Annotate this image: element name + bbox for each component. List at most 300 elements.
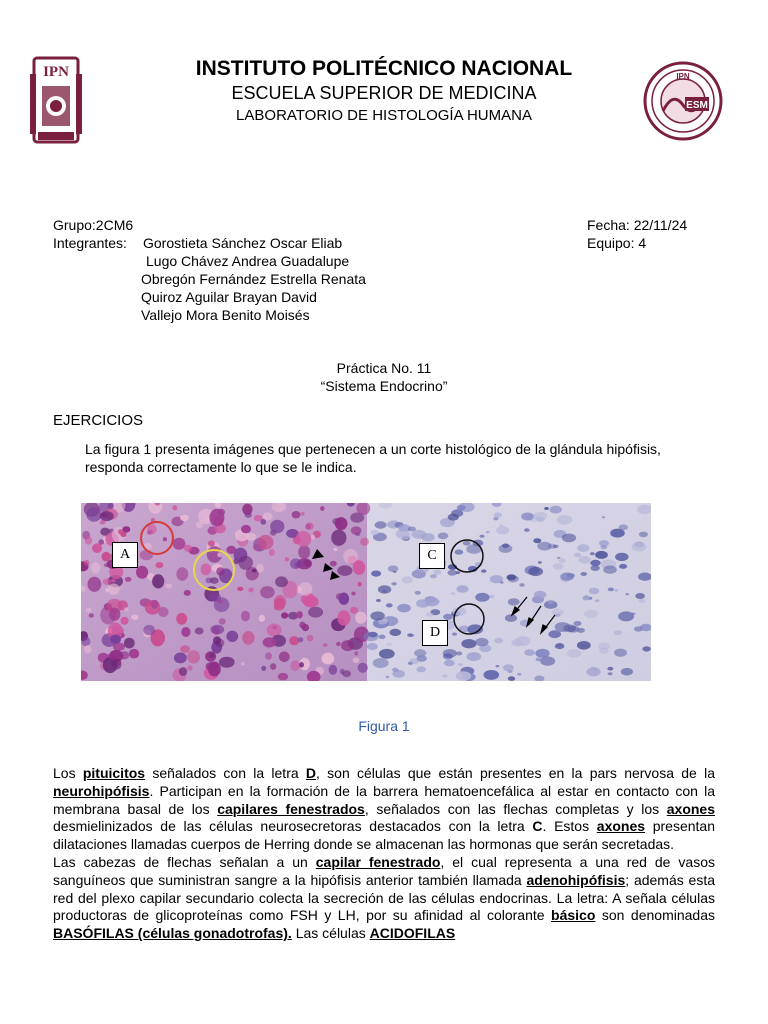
cell-mark bbox=[615, 553, 628, 561]
term-letter-c: C bbox=[532, 818, 543, 835]
cell-mark bbox=[608, 672, 613, 675]
cell-mark bbox=[358, 582, 362, 587]
cell-mark bbox=[456, 671, 472, 681]
cell-mark bbox=[503, 664, 514, 671]
cell-mark bbox=[336, 642, 341, 646]
cell-mark bbox=[248, 588, 253, 593]
term-adenohipofisis: adenohipófisis bbox=[526, 871, 626, 888]
cell-mark bbox=[92, 543, 102, 553]
cell-mark bbox=[548, 630, 561, 638]
cell-mark bbox=[86, 608, 92, 613]
p1-text-4: , son células que están presentes en la pars nervosa de la bbox=[316, 765, 715, 781]
cell-mark bbox=[642, 646, 650, 651]
cell-mark bbox=[557, 515, 573, 525]
cell-mark bbox=[289, 636, 299, 645]
cell-mark bbox=[540, 656, 555, 665]
cell-mark bbox=[375, 521, 387, 528]
figure-label-d: D bbox=[422, 620, 448, 646]
cell-mark bbox=[524, 528, 530, 532]
cell-mark bbox=[355, 612, 366, 624]
cell-mark bbox=[242, 504, 252, 515]
figure-caption: Figura 1 bbox=[358, 718, 410, 734]
esm-logo-top-text: IPN bbox=[676, 72, 690, 81]
cell-mark bbox=[341, 640, 354, 651]
term-neurohipofisis: neurohipófisis bbox=[53, 782, 150, 799]
cell-mark bbox=[618, 611, 634, 621]
cell-mark bbox=[217, 552, 222, 557]
cell-mark bbox=[181, 627, 190, 637]
cell-mark bbox=[241, 611, 250, 622]
cell-mark bbox=[538, 561, 542, 563]
cell-mark bbox=[351, 592, 355, 596]
cell-mark bbox=[602, 516, 605, 518]
p2-text-8: Las células bbox=[291, 925, 370, 942]
cell-mark bbox=[438, 533, 449, 540]
figure-label-c: C bbox=[419, 543, 445, 569]
cell-mark bbox=[354, 651, 358, 655]
cell-mark bbox=[298, 582, 312, 596]
cell-mark bbox=[260, 586, 275, 598]
cell-mark bbox=[174, 653, 187, 664]
cell-mark bbox=[442, 674, 447, 677]
cell-mark bbox=[467, 652, 482, 661]
cell-mark bbox=[408, 527, 416, 532]
cell-mark bbox=[88, 577, 102, 592]
cell-mark bbox=[550, 506, 562, 514]
cell-mark bbox=[475, 593, 489, 602]
cell-mark bbox=[176, 567, 188, 581]
term-letter-d: D bbox=[305, 765, 317, 781]
cell-mark bbox=[353, 560, 366, 575]
paragraph-1 bbox=[53, 765, 715, 854]
group-label: Grupo:2CM6 bbox=[53, 217, 134, 233]
cell-mark bbox=[239, 556, 253, 570]
cell-mark bbox=[371, 530, 379, 535]
histology-figure bbox=[81, 503, 651, 681]
cell-mark bbox=[84, 645, 92, 653]
cell-mark bbox=[337, 610, 350, 626]
figure-label-a: A bbox=[112, 542, 138, 568]
p1-text-14: presentan dilataciones llamadas cuerpos de Herring donde se almacenan las hormonas que serán secretadas. bbox=[53, 818, 715, 853]
cell-mark bbox=[639, 532, 648, 538]
cell-mark bbox=[300, 512, 304, 516]
cell-mark bbox=[582, 596, 590, 601]
cell-mark bbox=[213, 636, 221, 644]
cell-mark bbox=[342, 670, 351, 677]
cell-mark bbox=[263, 637, 276, 647]
cell-mark bbox=[298, 545, 310, 559]
term-capilares-fenestrados: capilares fenestrados bbox=[217, 800, 365, 817]
lab-title: LABORATORIO DE HISTOLOGÍA HUMANA bbox=[236, 107, 532, 124]
cell-mark bbox=[91, 562, 101, 573]
cell-mark bbox=[505, 614, 517, 622]
cell-mark bbox=[386, 676, 389, 678]
member-5: Vallejo Mora Benito Moisés bbox=[141, 307, 310, 323]
cell-mark bbox=[108, 584, 120, 595]
cell-mark bbox=[187, 650, 200, 663]
cell-mark bbox=[237, 587, 243, 591]
cell-mark bbox=[368, 632, 377, 638]
cell-mark bbox=[519, 583, 524, 586]
cell-mark bbox=[329, 665, 338, 675]
cell-mark bbox=[252, 569, 257, 573]
cell-mark bbox=[163, 537, 167, 541]
cell-mark bbox=[567, 649, 581, 658]
section-instruction: La figura 1 presenta imágenes que pertenecen a un corte histológico de la glándula hipófisis, responda correctamente lo que se le indica. bbox=[85, 441, 661, 475]
cell-mark bbox=[386, 643, 392, 646]
cell-mark bbox=[290, 660, 299, 671]
cell-mark bbox=[274, 598, 285, 611]
cell-mark bbox=[517, 673, 521, 676]
cell-mark bbox=[84, 560, 90, 566]
cell-mark bbox=[269, 549, 275, 556]
cell-mark bbox=[152, 574, 164, 588]
cell-mark bbox=[409, 658, 419, 664]
cell-mark bbox=[187, 666, 192, 671]
cell-mark bbox=[635, 593, 645, 599]
cell-mark bbox=[619, 564, 627, 569]
cell-mark bbox=[595, 551, 608, 559]
cell-mark bbox=[173, 505, 178, 510]
cell-mark bbox=[534, 591, 546, 599]
member-2: Lugo Chávez Andrea Guadalupe bbox=[146, 253, 350, 269]
p2-text-4: ; además esta red del plexo capilar secundario colecta la secreción de las células endocrinas. La letra: A señala células productoras de glicoproteínas como FSH y LH, por su afinidad al colorante bbox=[53, 871, 715, 924]
cell-mark bbox=[407, 633, 413, 637]
cell-mark bbox=[397, 604, 411, 613]
cell-mark bbox=[351, 526, 362, 535]
cell-mark bbox=[416, 666, 426, 672]
cell-mark bbox=[590, 552, 595, 555]
cell-mark bbox=[455, 549, 464, 554]
cell-mark bbox=[494, 512, 502, 517]
cell-mark bbox=[297, 611, 303, 618]
cell-mark bbox=[367, 643, 378, 650]
cell-mark bbox=[559, 559, 566, 564]
cell-mark bbox=[412, 530, 426, 539]
cell-mark bbox=[577, 544, 589, 552]
cell-mark bbox=[124, 607, 128, 611]
cell-mark bbox=[111, 579, 115, 582]
cell-mark bbox=[129, 649, 139, 659]
cell-mark bbox=[481, 569, 486, 572]
cell-mark bbox=[85, 536, 92, 545]
cell-mark bbox=[360, 538, 369, 546]
cell-mark bbox=[396, 530, 411, 540]
cell-mark bbox=[259, 615, 265, 622]
cell-mark bbox=[490, 575, 503, 583]
cell-mark bbox=[379, 635, 386, 639]
cell-mark bbox=[296, 531, 312, 547]
term-acidofilas: ACIDOFILAS bbox=[369, 925, 456, 942]
cell-mark bbox=[426, 612, 433, 616]
cell-mark bbox=[103, 579, 112, 585]
cell-mark bbox=[219, 657, 235, 668]
cell-mark bbox=[534, 512, 548, 521]
school-title: ESCUELA SUPERIOR DE MEDICINA bbox=[231, 83, 537, 103]
member-4: Quiroz Aguilar Brayan David bbox=[141, 289, 317, 305]
p2-text-6: son denominadas bbox=[595, 907, 715, 924]
member-1: Gorostieta Sánchez Oscar Eliab bbox=[143, 235, 343, 251]
cell-mark bbox=[173, 538, 186, 550]
cell-mark bbox=[290, 558, 302, 569]
cell-mark bbox=[544, 507, 549, 510]
cell-mark bbox=[402, 576, 413, 583]
cell-mark bbox=[358, 663, 368, 673]
cell-mark bbox=[81, 637, 90, 647]
cell-mark bbox=[574, 553, 581, 558]
esm-logo-text: ESM bbox=[686, 100, 708, 111]
cell-mark bbox=[371, 571, 381, 577]
cell-mark bbox=[184, 590, 191, 596]
cell-mark bbox=[598, 643, 610, 650]
cell-mark bbox=[507, 574, 517, 580]
cell-mark bbox=[458, 663, 463, 666]
cell-mark bbox=[562, 534, 576, 543]
cell-mark bbox=[265, 652, 272, 660]
cell-mark bbox=[216, 567, 224, 575]
cell-mark bbox=[370, 611, 385, 620]
cell-mark bbox=[473, 540, 484, 547]
cell-mark bbox=[261, 519, 267, 525]
cell-mark bbox=[555, 643, 565, 649]
cell-mark bbox=[109, 608, 120, 621]
cell-mark bbox=[196, 521, 203, 528]
cell-mark bbox=[270, 520, 284, 534]
cell-mark bbox=[475, 638, 488, 646]
cell-mark bbox=[547, 600, 554, 604]
cell-mark bbox=[496, 526, 509, 534]
term-basofilas: BASÓFILAS (células gonadotrofas). bbox=[53, 925, 292, 942]
cell-mark bbox=[528, 567, 543, 576]
cell-mark bbox=[320, 506, 324, 511]
cell-mark bbox=[638, 599, 645, 603]
cell-mark bbox=[499, 524, 502, 526]
p1-text-0: Los bbox=[53, 765, 83, 781]
institution-title: INSTITUTO POLITÉCNICO NACIONAL bbox=[195, 57, 573, 80]
cell-mark bbox=[292, 511, 301, 518]
histology-image bbox=[81, 503, 651, 681]
cell-mark bbox=[180, 515, 189, 521]
cell-mark bbox=[211, 625, 225, 635]
p1-text-6: . Participan en la formación de la barrera hematoencefálica al estar en contacto con la membrana basal de los bbox=[53, 782, 715, 817]
cell-mark bbox=[555, 613, 561, 617]
cell-mark bbox=[553, 563, 563, 570]
cell-mark bbox=[353, 658, 360, 663]
cell-mark bbox=[415, 591, 421, 595]
cell-mark bbox=[339, 593, 350, 605]
cell-mark bbox=[393, 571, 397, 573]
cell-mark bbox=[461, 639, 476, 648]
cell-mark bbox=[110, 635, 121, 644]
cell-mark bbox=[120, 617, 128, 625]
cell-mark bbox=[147, 524, 157, 534]
cell-mark bbox=[521, 513, 534, 521]
cell-mark bbox=[275, 576, 288, 587]
cell-mark bbox=[151, 600, 159, 609]
practice-number: Práctica No. 11 bbox=[336, 360, 432, 376]
cell-mark bbox=[331, 530, 346, 546]
p1-text-8: , señalados con las flechas completas y los bbox=[364, 800, 667, 817]
cell-mark bbox=[577, 641, 591, 650]
cell-mark bbox=[195, 627, 204, 634]
cell-mark bbox=[299, 622, 305, 629]
cell-mark bbox=[632, 542, 647, 551]
cell-mark bbox=[508, 676, 515, 681]
cell-mark bbox=[350, 607, 358, 614]
cell-mark bbox=[448, 514, 459, 521]
cell-mark bbox=[456, 585, 468, 593]
cell-mark bbox=[299, 662, 304, 668]
cell-mark bbox=[608, 588, 614, 592]
cell-mark bbox=[89, 613, 94, 617]
cell-mark bbox=[574, 621, 582, 626]
practice-title: “Sistema Endocrino” bbox=[320, 378, 448, 394]
ipn-logo-text: IPN bbox=[43, 64, 69, 80]
section-heading: EJERCICIOS bbox=[53, 412, 144, 429]
members-label: Integrantes: bbox=[53, 235, 127, 251]
date-label: Fecha: 22/11/24 bbox=[587, 217, 688, 233]
cell-mark bbox=[456, 651, 462, 655]
cell-mark bbox=[102, 552, 111, 562]
p1-text-2: señalados con la letra bbox=[145, 765, 306, 781]
cell-mark bbox=[586, 667, 600, 676]
p2-text-2: , el cual representa a una red de vasos sanguíneos que suministran sangre a la hipófisis anterior también llamada bbox=[53, 853, 715, 888]
cell-mark bbox=[210, 577, 219, 584]
cell-mark bbox=[256, 564, 264, 573]
cell-mark bbox=[176, 613, 187, 625]
cell-mark bbox=[140, 550, 153, 560]
cell-mark bbox=[494, 638, 503, 644]
cell-mark bbox=[335, 517, 348, 530]
cell-mark bbox=[373, 658, 389, 668]
p1-text-12: . Estos bbox=[542, 818, 597, 835]
cell-mark bbox=[579, 556, 591, 564]
cell-mark bbox=[621, 668, 633, 676]
cell-mark bbox=[165, 584, 172, 589]
cell-mark bbox=[122, 526, 130, 532]
cell-mark bbox=[511, 639, 523, 646]
p2-text-0: Las cabezas de flechas señalan a un bbox=[53, 853, 316, 870]
cell-mark bbox=[179, 667, 187, 676]
cell-mark bbox=[270, 663, 276, 670]
cell-mark bbox=[180, 645, 190, 653]
cell-mark bbox=[125, 577, 132, 582]
cell-mark bbox=[184, 545, 192, 552]
cell-mark bbox=[131, 615, 138, 620]
cell-mark bbox=[308, 607, 323, 618]
cell-mark bbox=[100, 511, 114, 521]
cell-mark bbox=[444, 660, 455, 667]
cell-mark bbox=[241, 525, 251, 533]
cell-mark bbox=[219, 618, 226, 625]
cell-mark bbox=[226, 631, 238, 642]
cell-mark bbox=[626, 593, 629, 595]
cell-mark bbox=[430, 574, 437, 578]
cell-mark bbox=[388, 565, 399, 572]
term-axones-2: axones bbox=[596, 818, 646, 835]
cell-mark bbox=[209, 653, 214, 658]
cell-mark bbox=[206, 662, 218, 671]
cell-mark bbox=[581, 572, 588, 576]
cell-mark bbox=[241, 662, 245, 666]
cell-mark bbox=[553, 545, 559, 549]
cell-mark bbox=[443, 649, 457, 658]
cell-mark bbox=[307, 635, 314, 641]
cell-mark bbox=[560, 573, 574, 581]
cell-mark bbox=[382, 590, 387, 593]
cell-mark bbox=[634, 626, 643, 631]
cell-mark bbox=[124, 638, 135, 649]
cell-mark bbox=[98, 539, 104, 545]
cell-mark bbox=[112, 659, 122, 670]
cell-mark bbox=[214, 597, 230, 612]
cell-mark bbox=[555, 622, 571, 632]
cell-mark bbox=[603, 566, 617, 574]
cell-mark bbox=[591, 565, 600, 571]
cell-mark bbox=[486, 531, 490, 533]
cell-mark bbox=[595, 599, 599, 602]
cell-mark bbox=[156, 562, 164, 568]
cell-mark bbox=[261, 666, 266, 671]
p1-text-10: desmielinizados de las células neurosecretoras destacados con la letra bbox=[53, 818, 533, 835]
term-basico: básico bbox=[551, 907, 596, 924]
cell-mark bbox=[323, 643, 328, 647]
cell-mark bbox=[376, 599, 381, 602]
cell-mark bbox=[258, 535, 274, 550]
cell-mark bbox=[614, 649, 627, 657]
cell-mark bbox=[278, 673, 289, 680]
cell-mark bbox=[489, 595, 494, 598]
term-pituicitos: pituicitos bbox=[82, 765, 146, 781]
cell-mark bbox=[479, 535, 484, 538]
cell-mark bbox=[379, 649, 395, 659]
cell-mark bbox=[484, 670, 500, 680]
cell-mark bbox=[391, 582, 397, 585]
cell-mark bbox=[386, 603, 393, 607]
cell-mark bbox=[502, 544, 509, 549]
cell-mark bbox=[589, 588, 600, 595]
cell-mark bbox=[496, 665, 500, 667]
cell-mark bbox=[281, 612, 288, 618]
term-axones-1: axones bbox=[666, 800, 715, 817]
cell-mark bbox=[508, 598, 520, 605]
cell-mark bbox=[201, 563, 211, 575]
cell-mark bbox=[330, 561, 337, 567]
cell-mark bbox=[610, 529, 625, 538]
cell-mark bbox=[601, 545, 608, 549]
team-label: Equipo: 4 bbox=[587, 235, 647, 251]
cell-mark bbox=[209, 509, 224, 527]
member-3: Obregón Fernández Estrella Renata bbox=[141, 271, 366, 287]
cell-mark bbox=[390, 629, 402, 636]
cell-mark bbox=[434, 570, 442, 575]
term-capilar-fenestrado: capilar fenestrado bbox=[315, 853, 441, 870]
cell-mark bbox=[584, 610, 598, 619]
cell-mark bbox=[607, 667, 613, 671]
cell-mark bbox=[306, 522, 314, 530]
cell-mark bbox=[333, 548, 337, 551]
cell-mark bbox=[448, 570, 457, 576]
cell-mark bbox=[226, 546, 236, 554]
cell-mark bbox=[242, 631, 254, 645]
cell-mark bbox=[416, 599, 430, 607]
cell-mark bbox=[285, 557, 289, 561]
cell-mark bbox=[452, 633, 457, 636]
cell-mark bbox=[246, 533, 257, 541]
cell-mark bbox=[463, 541, 471, 546]
cell-mark bbox=[451, 592, 456, 595]
cell-mark bbox=[322, 653, 335, 665]
